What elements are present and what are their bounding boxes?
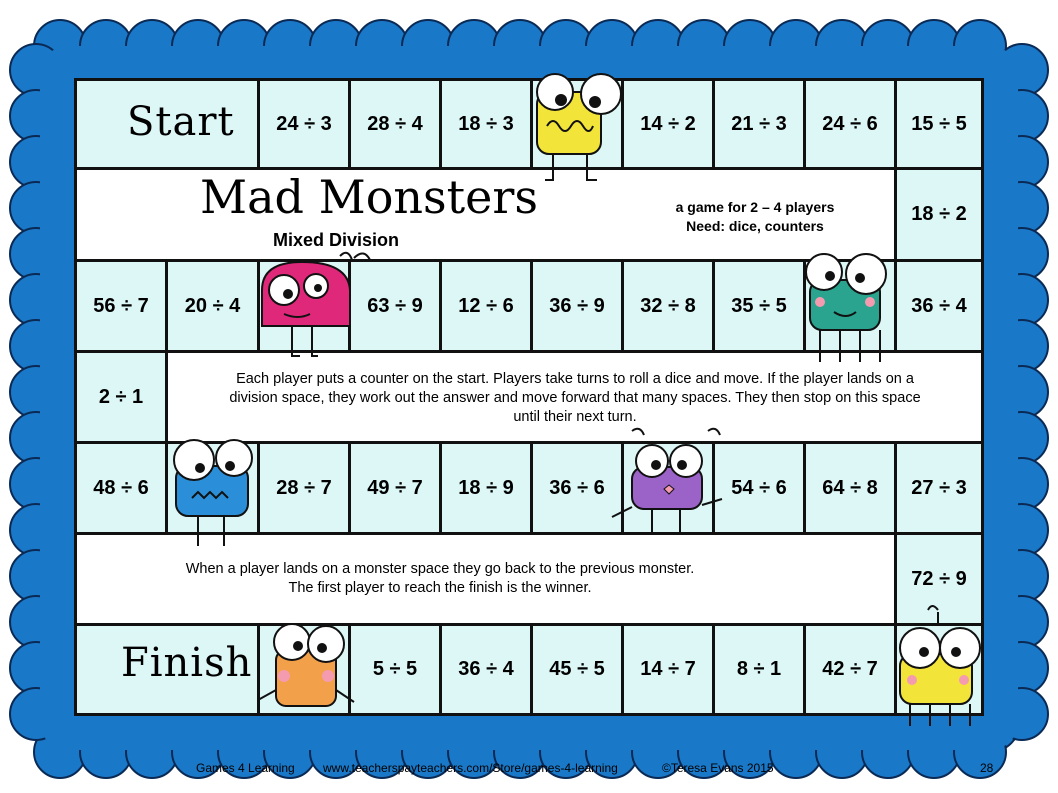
board-space: 36 ÷ 9	[530, 259, 624, 353]
players-note	[650, 198, 860, 236]
board-space: 42 ÷ 7	[803, 623, 897, 716]
yellow-monster-icon	[525, 66, 635, 186]
board-space: 72 ÷ 9	[894, 532, 984, 626]
board-space: 36 ÷ 6	[530, 441, 624, 535]
board-space: 14 ÷ 7	[621, 623, 715, 716]
game-subtitle: Mixed Division	[273, 230, 400, 250]
pink-monster-icon	[240, 250, 380, 365]
copyright: ©Teresa Evans 2015	[662, 761, 774, 775]
rules-line: The first player to reach the finish is the winner.	[288, 580, 592, 596]
publisher-name: Games 4 Learning	[196, 761, 295, 775]
orange-monster-icon	[250, 610, 360, 720]
store-url[interactable]: www.teacherspayteachers.com/Store/games-4-learning	[323, 761, 618, 775]
rules-line: division space, they work out the answer and move forward that many spaces. They then stop on this space	[229, 390, 921, 406]
board-space: 49 ÷ 7	[348, 441, 442, 535]
page-number: 28	[980, 761, 994, 775]
board-space: 32 ÷ 8	[621, 259, 715, 353]
purple-monster-icon	[612, 425, 732, 540]
board-space: 63 ÷ 9	[348, 259, 442, 353]
board-space: 24 ÷ 6	[803, 78, 897, 170]
board-space: 8 ÷ 1	[712, 623, 806, 716]
board-space: 5 ÷ 5	[348, 623, 442, 716]
board-space: 64 ÷ 8	[803, 441, 897, 535]
board-space: 24 ÷ 3	[257, 78, 351, 170]
rules-line: Each player puts a counter on the start. Players take turns to roll a dice and move. If the player lands on a	[236, 371, 914, 387]
yellow-monster-icon	[890, 600, 990, 730]
board-space: 36 ÷ 4	[439, 623, 533, 716]
rules-paragraph-2	[100, 560, 780, 598]
board-space: 27 ÷ 3	[894, 441, 984, 535]
board-space: 54 ÷ 6	[712, 441, 806, 535]
board-space: 20 ÷ 4	[165, 259, 260, 353]
board-space: 48 ÷ 6	[74, 441, 168, 535]
footer	[0, 761, 1058, 781]
board-space: 18 ÷ 9	[439, 441, 533, 535]
board-space: 15 ÷ 5	[894, 78, 984, 170]
board-space: 21 ÷ 3	[712, 78, 806, 170]
start-space: Start	[74, 78, 260, 170]
board-space: 36 ÷ 4	[894, 259, 984, 353]
teal-monster-icon	[790, 250, 910, 370]
board-space: 28 ÷ 7	[257, 441, 351, 535]
board-space: 56 ÷ 7	[74, 259, 168, 353]
board-space: 45 ÷ 5	[530, 623, 624, 716]
board-space: 28 ÷ 4	[348, 78, 442, 170]
rules-line: until their next turn.	[513, 409, 637, 425]
need-note-line: Need: dice, counters	[686, 218, 824, 234]
players-note-line: a game for 2 – 4 players	[675, 199, 835, 215]
finish-space: Finish	[74, 623, 260, 716]
board-space: 2 ÷ 1	[74, 350, 168, 444]
board-space: 18 ÷ 2	[894, 167, 984, 262]
rules-line: When a player lands on a monster space they go back to the previous monster.	[185, 561, 695, 577]
rules-paragraph-1	[180, 370, 970, 427]
board-space: 35 ÷ 5	[712, 259, 806, 353]
board-space: 12 ÷ 6	[439, 259, 533, 353]
blue-monster-icon	[168, 432, 268, 552]
board-space: 18 ÷ 3	[439, 78, 533, 170]
game-title: Mad Monsters	[200, 170, 538, 224]
board-space: 14 ÷ 2	[621, 78, 715, 170]
